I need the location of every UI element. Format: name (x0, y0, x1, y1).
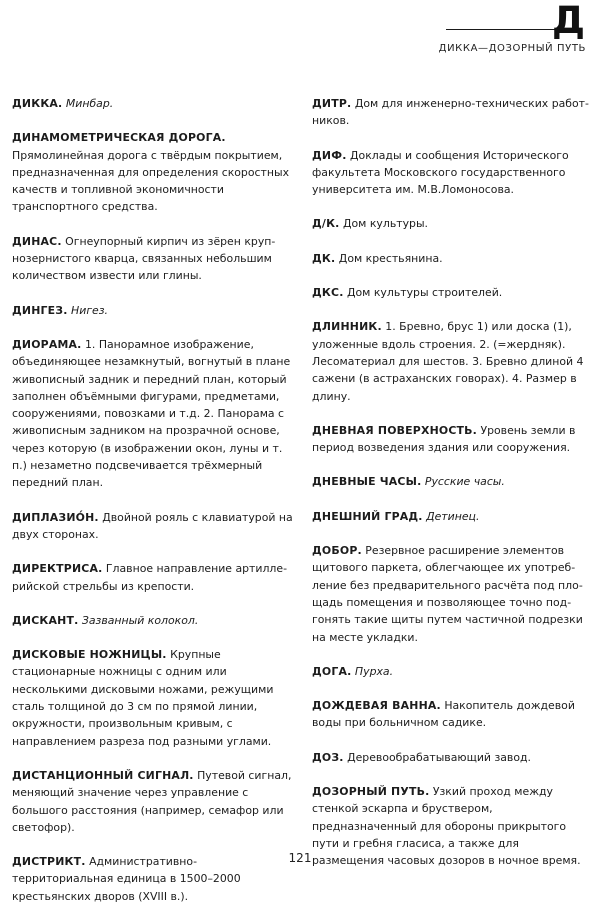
entry-definition: Узкий проход между стенкой эскарпа и бруствером, предназначенный для обороны прикрытого пути и гребня гласиса, а также для размещения часовых дозоров в ночное время. (312, 785, 581, 868)
entry-term: ДИПЛАЗИО́Н. (12, 510, 99, 524)
entry-term: Д/К. (312, 217, 340, 231)
entry-term: ДИНАС. (12, 234, 62, 248)
dictionary-entry (12, 336, 298, 492)
dictionary-entry (12, 612, 298, 629)
entry-definition: Путевой сигнал, меняющий значение через управление с большого расстояния (например, семафор или светофор). (12, 768, 292, 834)
entry-term: ДИФ. (312, 148, 347, 162)
entry-term: ДОЖДЕВАЯ ВАННА. (312, 699, 441, 713)
entry-definition: Минбар. (62, 97, 114, 110)
dictionary-entry (312, 473, 592, 490)
entry-definition: Дом для инженерно-технических работников. (312, 97, 589, 128)
dictionary-entry (312, 422, 592, 457)
entry-definition: Крупные стационарные ножницы с одним или несколькими дисковыми ножами, режущими сталь толщиной до 3 см по прямой линии, окружности, произвольным кривым, с направлением разреза под разными углами. (12, 648, 274, 748)
entry-term: ДКС. (312, 286, 344, 300)
entry-term: ДИСКАНТ. (12, 613, 79, 627)
entry-term: ДИРЕКТРИСА. (12, 562, 103, 576)
entry-term: ДОЗОРНЫЙ ПУТЬ. (312, 785, 430, 799)
entry-definition: Главное направление артиллерийской стрельбы из крепости. (12, 562, 288, 593)
entry-definition: Детинец. (422, 509, 480, 523)
left-column (12, 95, 298, 922)
dictionary-entry (312, 697, 592, 732)
entry-term: ДК. (312, 251, 336, 265)
dictionary-entry (12, 560, 298, 595)
dictionary-entry (312, 542, 592, 646)
entry-term: ДИСТАНЦИОННЫЙ СИГНАЛ. (12, 768, 194, 782)
entry-definition: 1. Панорамное изображение, объединяющее незамкнутый, вогнутый в плане живописный задник и передний план, который заполнен объёмными фигурами, предметами, сооружениями, повозками и т.д. 2. Панорама с живописным задником на прозрачной основе, через которую (в изображении окон, луны и т. п.) незаметно подсвечивается трёхмерный передний план. (12, 337, 291, 490)
dictionary-entry (312, 215, 592, 232)
dictionary-entry (12, 767, 298, 836)
entry-definition: Русские часы. (421, 475, 505, 489)
entry-definition: Пурха. (351, 664, 394, 678)
dictionary-entry (312, 147, 592, 199)
dictionary-entry (12, 95, 298, 112)
entry-definition: Двойной рояль с клавиатурой на двух сторонах. (12, 510, 293, 541)
entry-term: ДИККА. (12, 97, 63, 110)
entry-term: ДНЕВНАЯ ПОВЕРХНОСТЬ. (312, 423, 477, 437)
entry-term: ДИНАМОМЕТРИЧЕСКАЯ ДОРОГА. (12, 131, 226, 145)
entry-definition: 1. Бревно, брус 1) или доска (1), уложенные вдоль строения. 2. (=жердняк). Лесоматериал для шестов. 3. Бревно длиной 4 сажени (в астраханских говорах). 4. Размер в длину. (312, 320, 584, 403)
page-number: 121 (288, 851, 312, 865)
dictionary-entry (312, 284, 592, 301)
entry-term: ДИТР. (312, 97, 352, 110)
entry-definition: Дом крестьянина. (335, 251, 443, 265)
entry-definition: Резервное расширение элементов щитового паркета, облегчающее их употребление без предварительного расчёта под площадь помещения и позволяющее точно подгонять такие щиты путем частичной подрезки на месте укладки. (312, 544, 583, 644)
entry-term: ДНЕВНЫЕ ЧАСЫ. (312, 475, 422, 489)
entry-term: ДЛИННИК. (312, 320, 382, 334)
entry-definition: Дом культуры строителей. (343, 286, 503, 300)
entry-definition: Зазванный колокол. (78, 613, 199, 627)
entry-definition: Уровень земли в период возведения здания или сооружения. (312, 423, 576, 455)
right-column (312, 95, 592, 887)
dictionary-entry (312, 250, 592, 267)
entry-term: ДОЗ. (312, 750, 344, 764)
page-range-header: ДИККА—ДОЗОРНЫЙ ПУТЬ (438, 43, 586, 54)
entry-definition: Доклады и сообщения Исторического факультета Московского государственного университета им. М.В.Ломоносова. (312, 148, 569, 197)
entry-definition: Огнеупорный кирпич из зёрен крупнозернистого кварца, связанных небольшим количеством извести или глины. (12, 234, 276, 283)
entry-definition: Административно-территориальная единица в 1500–2000 крестьянских дворов (XVIII в.). (12, 855, 241, 903)
dictionary-entry (312, 318, 592, 404)
dictionary-entry (12, 129, 298, 215)
entry-term: ДИСТРИКТ. (12, 855, 86, 869)
dictionary-entry (12, 646, 298, 750)
header-rule (446, 29, 559, 30)
dictionary-entry (12, 233, 298, 285)
entry-definition: Нигез. (67, 303, 108, 317)
dictionary-entry (312, 95, 592, 130)
entry-term: ДИОРАМА. (12, 337, 82, 351)
entry-term: ДОГА. (312, 664, 352, 678)
dictionary-entry (12, 302, 298, 319)
dictionary-entry (12, 509, 298, 544)
entry-definition: Прямолинейная дорога с твёрдым покрытием, предназначенная для определения скоростных качеств и топливной экономичности транспортного средства. (12, 148, 290, 214)
entry-definition: Накопитель дождевой воды при больничном садике. (312, 699, 575, 730)
entry-term: ДНЕШНИЙ ГРАД. (312, 509, 423, 523)
entry-term: ДОБОР. (312, 544, 362, 558)
entry-definition: Дом культуры. (339, 217, 429, 231)
entry-term: ДИНГЕЗ. (12, 303, 68, 317)
dictionary-entry (312, 749, 592, 766)
section-letter: Д (552, 0, 585, 42)
dictionary-entry (312, 663, 592, 680)
entry-definition: Деревообрабатывающий завод. (343, 750, 531, 764)
dictionary-entry (312, 508, 592, 525)
entry-term: ДИСКОВЫЕ НОЖНИЦЫ. (12, 648, 167, 662)
